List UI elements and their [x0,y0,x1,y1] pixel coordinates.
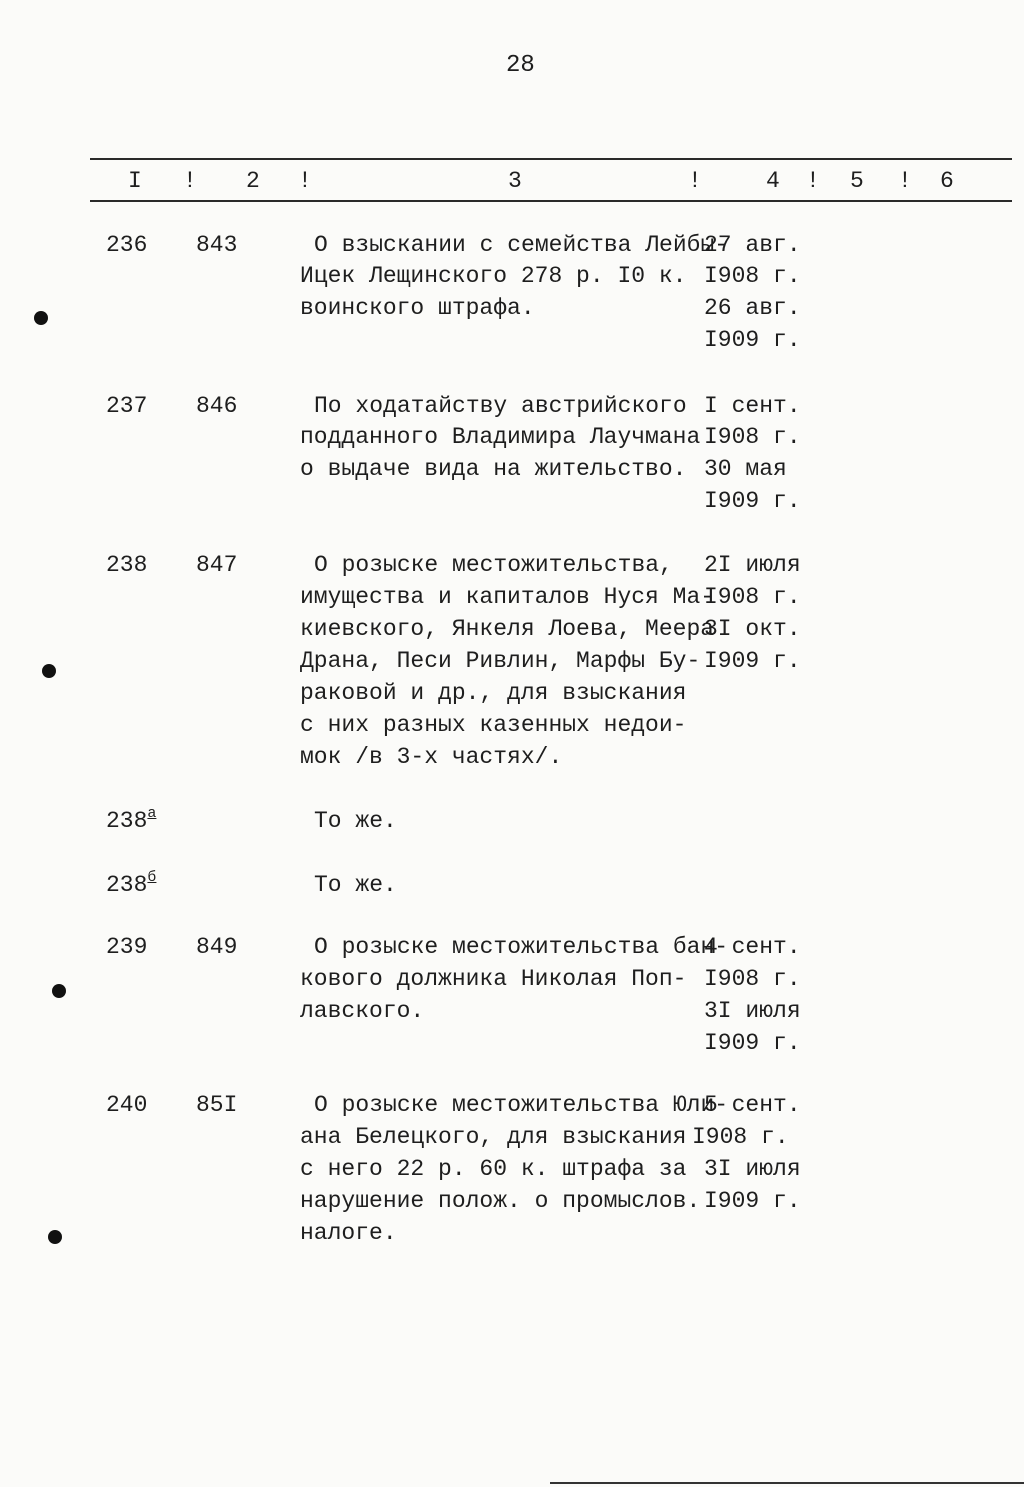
description-line: Драна, Песи Ривлин, Марфы Бу- [300,648,701,674]
file-number: 847 [196,552,238,578]
punch-hole-mark [52,984,66,998]
date-line: I сент. [704,393,801,419]
header-col-4: 4 [766,168,780,194]
punch-hole-mark [34,311,48,325]
row-number: 239 [106,934,148,960]
description-line: ана Белецкого, для взыскания [300,1124,687,1150]
description-line: То же. [314,808,397,834]
description-line: подданного Владимира Лаучмана [300,424,701,450]
description-line: о выдаче вида на жительство. [300,456,687,482]
header-separator: ! [183,168,197,194]
date-line: 26 авг. [704,295,801,321]
row-number: 237 [106,393,148,419]
header-bottom-rule [90,200,1012,202]
date-line: 3I июля [704,998,801,1024]
description-line: нарушение полож. о промыслов. [300,1188,701,1214]
description-line: О розыске местожительства Юли- [314,1092,729,1118]
date-line: I908 г. [704,424,801,450]
header-col-5: 5 [850,168,864,194]
header-separator: ! [298,168,312,194]
date-line: I908 г. [704,584,801,610]
description-line: мок /в 3-х частях/. [300,744,563,770]
date-line: 5 сент. [704,1092,801,1118]
description-line: По ходатайству австрийского [314,393,687,419]
description-line: кового должника Николая Поп- [300,966,687,992]
row-number [106,870,156,903]
date-line: 4 сент. [704,934,801,960]
date-line: 27 авг. [704,232,801,258]
punch-hole-mark [42,664,56,678]
description-line: киевского, Янкеля Лоева, Меера [300,616,715,642]
date-line: 2I июля [704,552,801,578]
row-number-suffix: а [147,805,157,822]
row-number [106,806,156,839]
punch-hole-mark [48,1230,62,1244]
table-header [0,168,1024,198]
description-line: с них разных казенных недои- [300,712,687,738]
header-top-rule [90,158,1012,160]
date-line: I908 г. [704,263,801,289]
description-line: налоге. [300,1220,397,1246]
header-col-6: 6 [940,168,954,194]
date-line: I909 г. [704,327,801,353]
date-line: I909 г. [704,1188,801,1214]
row-number: 238 [106,552,148,578]
date-line: 3I июля [704,1156,801,1182]
file-number: 846 [196,393,238,419]
file-number: 85I [196,1092,238,1118]
date-line: I908 г. [704,966,801,992]
date-line: I909 г. [704,1030,801,1056]
file-number: 849 [196,934,238,960]
bottom-rule [550,1482,1024,1484]
description-line: с него 22 р. 60 к. штрафа за [300,1156,687,1182]
date-line: I909 г. [704,488,801,514]
date-line: I908 г. [692,1124,789,1150]
description-line: воинского штрафа. [300,295,535,321]
description-line: То же. [314,872,397,898]
row-number: 240 [106,1092,148,1118]
header-col-1: I [128,168,142,194]
header-separator: ! [806,168,820,194]
header-separator: ! [688,168,702,194]
date-line: I909 г. [704,648,801,674]
header-col-3: 3 [508,168,522,194]
file-number: 843 [196,232,238,258]
row-number-main: 238 [106,872,148,898]
row-number: 236 [106,232,148,258]
description-line: Ицек Лещинского 278 р. I0 к. [300,263,687,289]
row-number-main: 238 [106,808,148,834]
date-line: 3I окт. [704,616,801,642]
header-col-2: 2 [246,168,260,194]
description-line: лавского. [300,998,425,1024]
description-line: О розыске местожительства, [314,552,673,578]
row-number-suffix: б [147,869,157,886]
date-line: 30 мая [704,456,787,482]
description-line: О взыскании с семейства Лейбы- [314,232,729,258]
description-line: О розыске местожительства бан- [314,934,729,960]
page-number: 28 [506,52,535,79]
description-line: раковой и др., для взыскания [300,680,687,706]
header-separator: ! [898,168,912,194]
description-line: имущества и капиталов Нуся Ма- [300,584,715,610]
